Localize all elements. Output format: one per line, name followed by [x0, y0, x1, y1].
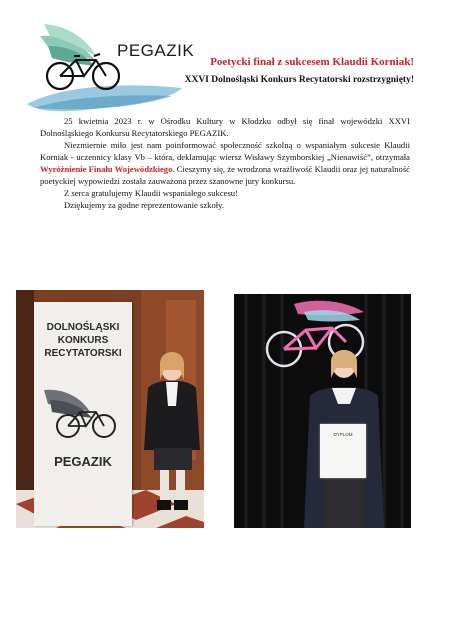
pegazik-logo: [22, 16, 195, 124]
pegasus-bicycle-logo-icon: [22, 16, 187, 124]
banner-line-1: DOLNOŚLĄSKI: [46, 322, 120, 333]
diploma-title: DYPLOM: [333, 432, 353, 437]
article-title: Poetycki finał z sukcesem Klaudii Korniak!: [210, 56, 414, 68]
paragraph-2-end: . Cieszymy się, że wrodzona wrażliwość Klaudii oraz jej naturalność poetyckiej wypowiedzi została zauważona przez szanowne jury konkursu.: [40, 164, 410, 186]
banner-line-2: KONKURS: [57, 335, 109, 346]
paragraph-2-start: Niezmiernie miło jest nam poinformować społeczność szkolną o wspaniałym sukcesie Klaudii Korniak - uczennicy klasy Vb – która, deklamując wiersz Wisławy Szymborskiej „Nienawiść”, otrzymała: [40, 140, 410, 162]
girl-figure: [16, 290, 204, 528]
paragraph-4: Dziękujemy za godne reprezentowanie szkoły.: [64, 200, 225, 210]
award-highlight: Wyróżnienie Finału Wojewódzkiego: [40, 164, 173, 174]
diploma: [320, 424, 366, 478]
girl-with-diploma-figure: [234, 294, 411, 528]
paragraph-2: [40, 139, 410, 187]
photo-diploma-girl: [234, 294, 411, 528]
logo-text: PEGAZIK: [117, 41, 195, 60]
article-subtitle: XXVI Dolnośląski Konkurs Recytatorski rozstrzygnięty!: [184, 75, 414, 85]
banner-line-4: PEGAZIK: [54, 454, 112, 469]
article-body: [40, 115, 410, 211]
banner-line-3: RECYTATORSKI: [44, 348, 122, 359]
paragraph-1: 25 kwietnia 2023 r. w Ośrodku Kultury w Kłodzku odbył się finał wojewódzki XXVI Dolnośląskiego Konkursu Recytatorskiego PEGAZIK.: [40, 116, 410, 138]
paragraph-3: Z serca gratulujemy Klaudii wspaniałego sukcesu!: [64, 188, 238, 198]
photo-banner-girl: [16, 290, 204, 528]
